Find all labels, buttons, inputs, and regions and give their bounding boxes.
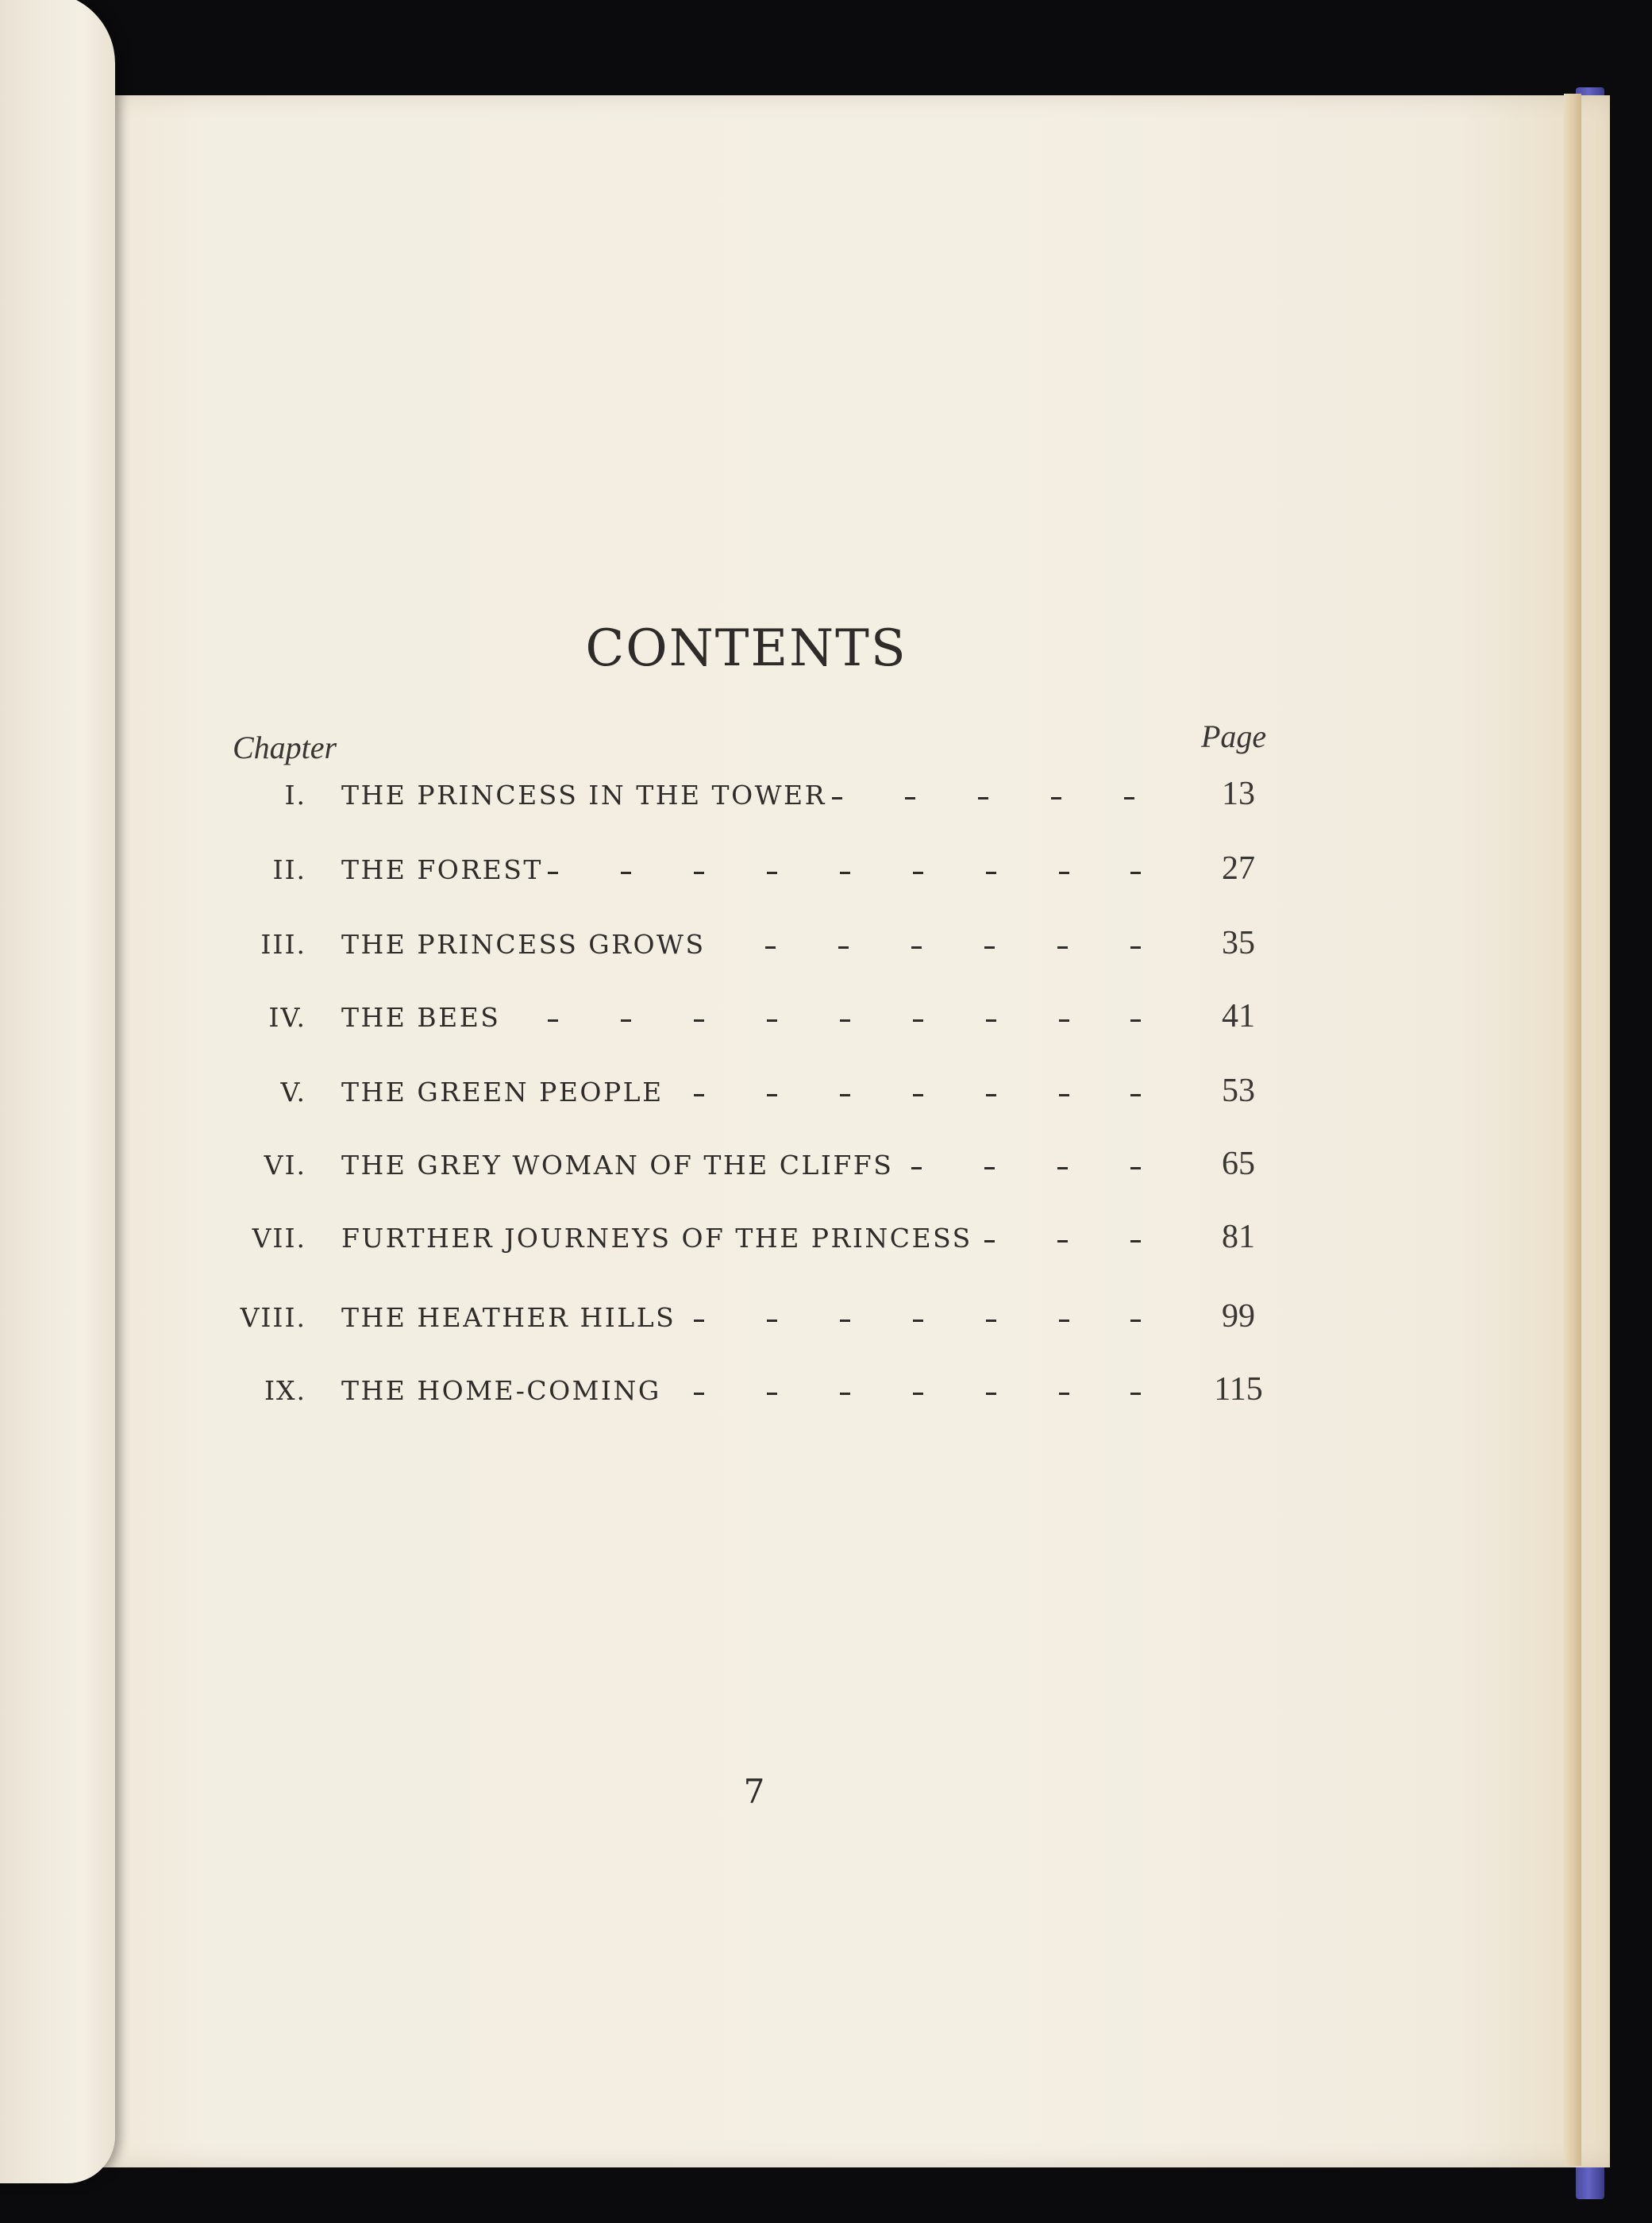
toc-entry: [0, 775, 1652, 823]
chapter-numeral: I.: [284, 780, 306, 811]
leader-dash: [911, 946, 922, 949]
leader-dash: [621, 1019, 631, 1022]
chapter-title: THE PRINCESS GROWS: [341, 929, 706, 960]
leader-dash: [694, 1019, 704, 1022]
leader-dash: [694, 872, 704, 874]
chapter-numeral: IX.: [264, 1375, 306, 1406]
leader-dash: [838, 946, 849, 949]
leader-dash: [1130, 1019, 1141, 1022]
page-folio-number: 7: [743, 1772, 765, 1811]
chapter-title: THE GREY WOMAN OF THE CLIFFS: [341, 1150, 894, 1181]
leader-dash: [913, 1094, 923, 1096]
leader-dash: [984, 1240, 995, 1242]
leader-dash: [986, 1393, 996, 1395]
leader-dash: [840, 1393, 850, 1395]
toc-entry: [0, 1145, 1652, 1192]
leader-dash: [1130, 1094, 1141, 1096]
leader-dash: [1130, 1320, 1141, 1322]
leader-dash: [905, 797, 915, 799]
chapter-numeral: VI.: [264, 1150, 306, 1181]
leader-dash: [694, 1393, 704, 1395]
chapter-title: FURTHER JOURNEYS OF THE PRINCESS: [341, 1223, 972, 1254]
leader-dash: [1059, 872, 1069, 874]
chapter-title: THE BEES: [341, 1002, 501, 1033]
leader-dash: [1057, 1167, 1068, 1169]
leader-dash: [986, 872, 996, 874]
leader-dash: [1051, 797, 1061, 799]
page-number: 65: [1222, 1146, 1255, 1182]
leader-dash: [694, 1320, 704, 1322]
leader-dash: [694, 1094, 704, 1096]
leader-dash: [767, 1019, 777, 1022]
leader-dash: [986, 1019, 996, 1022]
leader-dash: [621, 872, 631, 874]
page-number: 99: [1222, 1298, 1255, 1335]
leader-dash: [913, 1320, 923, 1322]
chapter-numeral: VII.: [252, 1223, 306, 1254]
toc-entry: [0, 1218, 1652, 1266]
page-number: 81: [1222, 1219, 1255, 1255]
leader-dash: [548, 1019, 558, 1022]
toc-entry: [0, 1370, 1652, 1418]
leader-dash: [1059, 1320, 1069, 1322]
leader-dash: [1130, 1240, 1141, 1242]
leader-dash: [911, 1167, 922, 1169]
chapter-title: THE HEATHER HILLS: [341, 1302, 676, 1333]
leader-dash: [1130, 1393, 1141, 1395]
page-number: 27: [1222, 850, 1255, 887]
page-column-heading: Page: [1201, 719, 1267, 754]
page-number: 41: [1222, 998, 1255, 1034]
leader-dash: [1059, 1094, 1069, 1096]
chapter-column-heading: Chapter: [233, 730, 337, 765]
leader-dash: [1057, 946, 1068, 949]
toc-entry: [0, 997, 1652, 1045]
leader-dash: [913, 1019, 923, 1022]
leader-dash: [1130, 872, 1141, 874]
leader-dash: [986, 1320, 996, 1322]
leader-dash: [548, 872, 558, 874]
toc-entry: [0, 1072, 1652, 1119]
chapter-numeral: IV.: [268, 1002, 306, 1033]
leader-dash: [840, 1320, 850, 1322]
chapter-numeral: VIII.: [240, 1302, 306, 1333]
leader-dash: [840, 872, 850, 874]
leader-dash: [767, 1094, 777, 1096]
leader-dash: [832, 797, 842, 799]
chapter-title: THE GREEN PEOPLE: [341, 1077, 664, 1108]
leader-dash: [767, 872, 777, 874]
chapter-numeral: II.: [272, 854, 306, 885]
leader-dash: [1130, 1167, 1141, 1169]
leader-dash: [1057, 1240, 1068, 1242]
leader-dash: [767, 1320, 777, 1322]
leader-dash: [984, 946, 995, 949]
chapter-numeral: V.: [280, 1077, 306, 1108]
leader-dash: [1124, 797, 1134, 799]
leader-dash: [984, 1167, 995, 1169]
page-number: 13: [1222, 776, 1255, 812]
toc-entry: [0, 1297, 1652, 1345]
chapter-title: THE HOME-COMING: [341, 1375, 661, 1406]
leader-dash: [840, 1019, 850, 1022]
toc-entry: [0, 850, 1652, 897]
chapter-title: THE PRINCESS IN THE TOWER: [341, 780, 826, 811]
page-title: CONTENTS: [585, 619, 907, 678]
leader-dash: [978, 797, 988, 799]
leader-dash: [1059, 1019, 1069, 1022]
page-number: 35: [1222, 925, 1255, 961]
leader-dash: [840, 1094, 850, 1096]
leader-dash: [767, 1393, 777, 1395]
leader-dash: [765, 946, 776, 949]
page-number: 53: [1222, 1073, 1255, 1109]
chapter-numeral: III.: [260, 929, 306, 960]
toc-entry: [0, 924, 1652, 972]
leader-dash: [1130, 946, 1141, 949]
chapter-title: THE FOREST: [341, 854, 543, 885]
page-number: 115: [1214, 1371, 1263, 1408]
leader-dash: [1059, 1393, 1069, 1395]
leader-dash: [986, 1094, 996, 1096]
leader-dash: [913, 1393, 923, 1395]
leader-dash: [913, 872, 923, 874]
